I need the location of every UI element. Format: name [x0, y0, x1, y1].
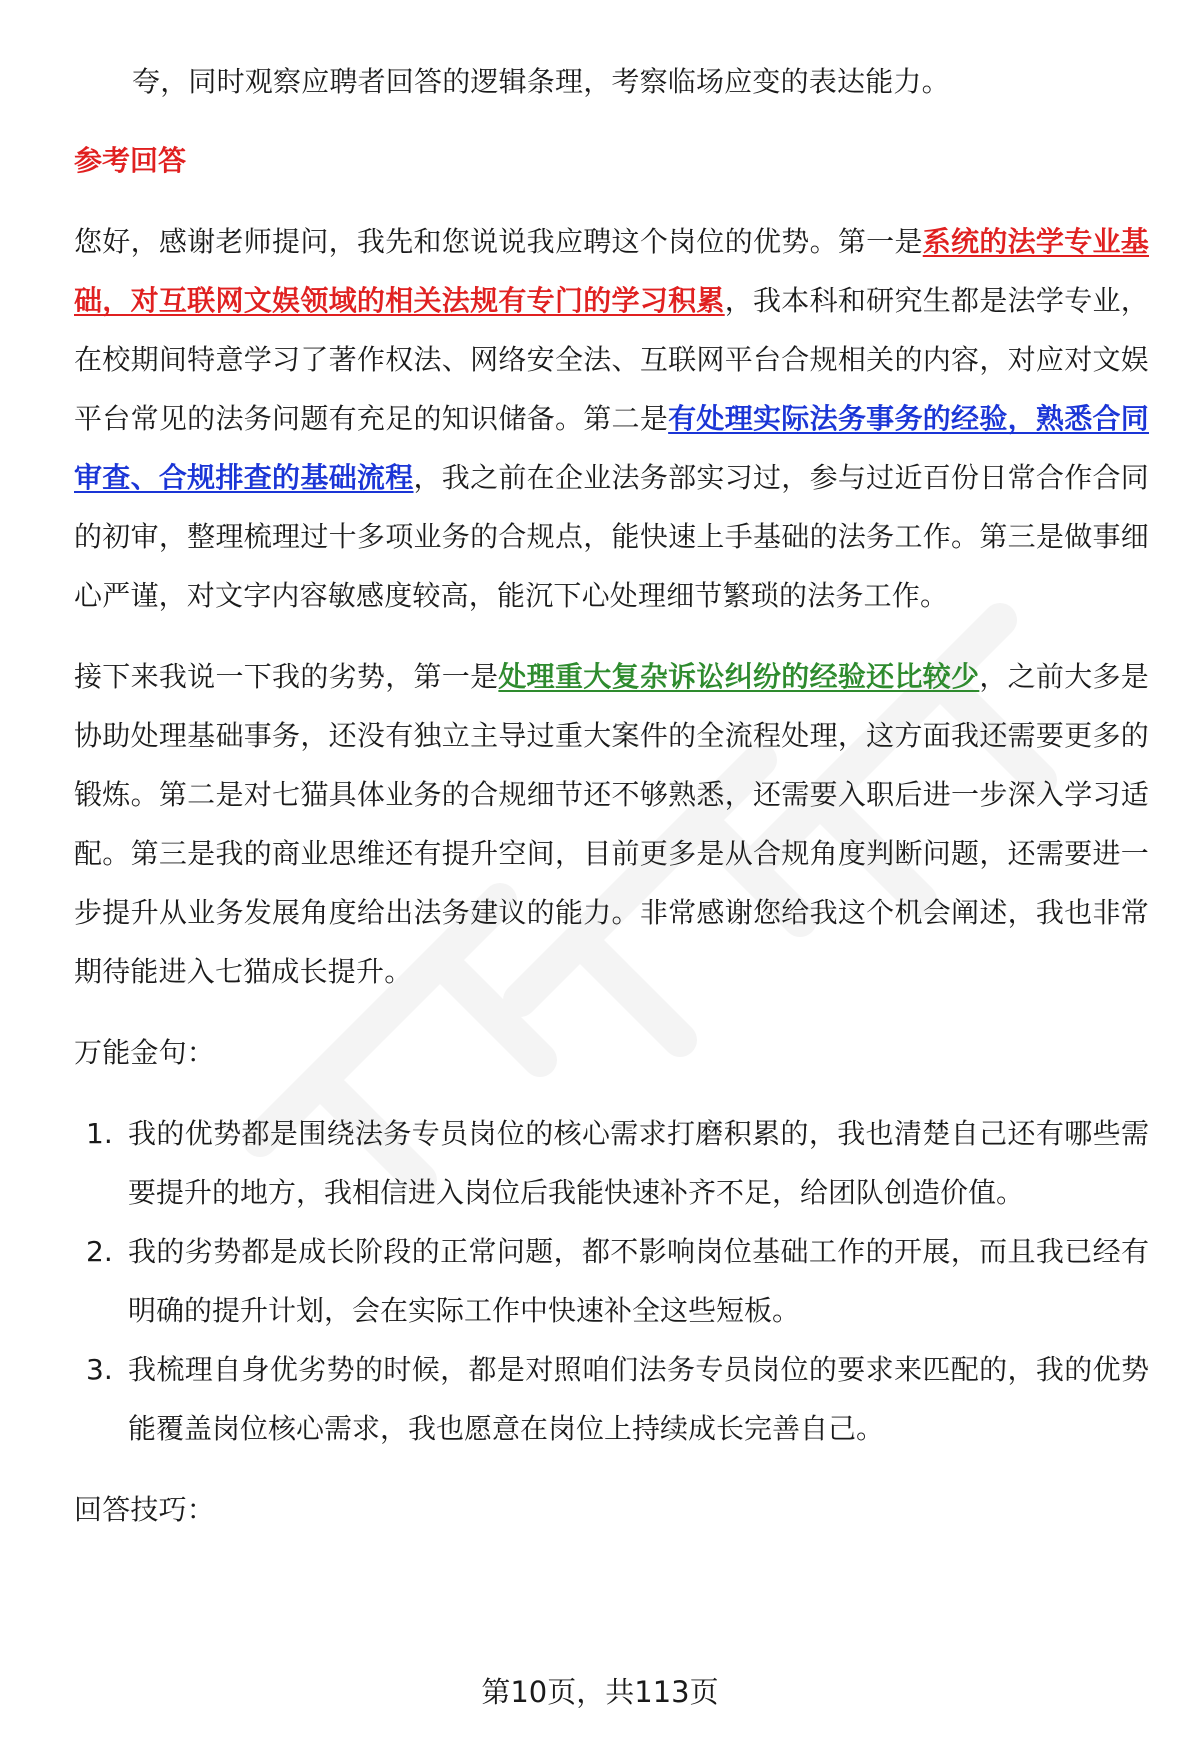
page-number-footer: 第10页，共113页	[481, 1675, 719, 1709]
reference-answer-heading: 参考回答	[74, 144, 187, 177]
paragraph-gap	[74, 1458, 1149, 1480]
golden-sentences-label: 万能金句：	[74, 1036, 216, 1069]
strengths-text-3: ，我之前在企业法务部实习过，参与过近百份日常合作合同的初审，整理梳理过十多项业务的合规点，能快速上手基础的法务工作。第三是做事细心严谨，对文字内容敏感度较高，能沉下心处理细节繁琐的法务工作。	[74, 461, 1150, 612]
paragraph-gap	[74, 625, 1149, 647]
strengths-text-1: 您好，感谢老师提问，我先和您说说我应聘这个岗位的优势。第一是	[74, 225, 923, 258]
list-item-text: 我梳理自身优劣势的时候，都是对照咱们法务专员岗位的要求来匹配的，我的优势能覆盖岗位核心需求，我也愿意在岗位上持续成长完善自己。	[128, 1353, 1149, 1445]
document-body	[74, 52, 1149, 1539]
weakness-highlight-1: 处理重大复杂诉讼纠纷的经验还比较少	[498, 660, 980, 693]
paragraph-gap	[74, 1082, 1149, 1104]
list-item-text: 我的优势都是围绕法务专员岗位的核心需求打磨积累的，我也清楚自己还有哪些需要提升的地方，我相信进入岗位后我能快速补齐不足，给团队创造价值。	[128, 1117, 1149, 1209]
intro-line: 夸，同时观察应聘者回答的逻辑条理，考察临场应变的表达能力。	[132, 65, 950, 98]
weaknesses-text-2: ，之前大多是协助处理基础事务，还没有独立主导过重大案件的全流程处理，这方面我还需要更多的锻炼。第二是对七猫具体业务的合规细节还不够熟悉，还需要入职后进一步深入学习适配。第三是我的商业思维还有提升空间，目前更多是从合规角度判断问题，还需要进一步提升从业务发展角度给出法务建议的能力。非常感谢您给我这个机会阐述，我也非常期待能进入七猫成长提升。	[74, 660, 1149, 988]
list-item	[74, 1104, 1149, 1222]
golden-sentences-list	[74, 1104, 1149, 1458]
list-item	[74, 1340, 1149, 1458]
list-item-number: 3.	[86, 1353, 113, 1386]
list-item-number: 2.	[86, 1235, 113, 1268]
list-item	[74, 1222, 1149, 1340]
list-item-text: 我的劣势都是成长阶段的正常问题，都不影响岗位基础工作的开展，而且我已经有明确的提升计划，会在实际工作中快速补全这些短板。	[128, 1235, 1149, 1327]
answer-paragraph-weaknesses	[74, 647, 1149, 1001]
weaknesses-text-1: 接下来我说一下我的劣势，第一是	[74, 660, 499, 693]
answer-paragraph-strengths	[74, 212, 1149, 625]
paragraph-gap	[74, 1001, 1149, 1023]
strengths-text-2: ，我本科和研究生都是法学专业，在校期间特意学习了著作权法、网络安全法、互联网平台合规相关的内容，对应对文娱平台常见的法务问题有充足的知识储备。第二是	[74, 284, 1149, 435]
strength-highlight-1: 系统的法学专业基础，对互联网文娱领域的相关法规有专门的学习积累	[74, 225, 1149, 317]
list-item-number: 1.	[86, 1117, 113, 1150]
strength-highlight-2: 有处理实际法务事务的经验，熟悉合同审查、合规排查的基础流程	[74, 402, 1150, 494]
answer-tips-label: 回答技巧：	[74, 1493, 216, 1526]
